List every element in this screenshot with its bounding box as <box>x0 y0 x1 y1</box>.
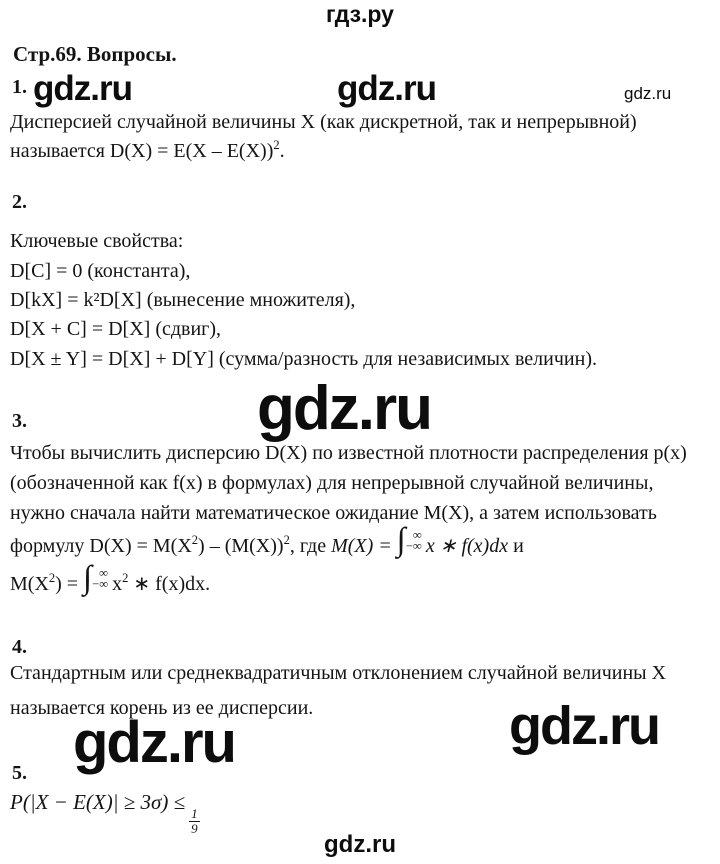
formula-text: формулу D(X) = M(X <box>10 535 192 557</box>
answer-2-property: D[X + C] = D[X] (сдвиг), <box>10 318 222 340</box>
answer-3-line-2: (обозначенной как f(x) в формулах) для непрерывной случайной величины, <box>10 472 654 494</box>
answer-1-line-1: Дисперсией случайной величины X (как дискретной, так и непрерывной) <box>10 111 637 133</box>
integral <box>396 522 426 558</box>
fraction-denominator: 9 <box>191 821 198 837</box>
superscript-2: 2 <box>191 533 199 547</box>
math-expression: P(|X − E(X)| ≥ 3σ) ≤ <box>10 790 186 814</box>
answer-1-line-2 <box>10 138 285 164</box>
answer-3-formula-line-2 <box>10 560 211 597</box>
formula-period: . <box>279 140 285 162</box>
integral-sign: ∫ <box>396 522 406 558</box>
superscript-2: 2 <box>273 138 280 152</box>
fraction <box>189 807 200 836</box>
question-5-number: 5. <box>12 762 27 784</box>
gdz-watermark-large: gdz.ru <box>73 710 235 775</box>
integral-lower-limit: −∞ <box>92 577 109 591</box>
integral-sign: ∫ <box>83 560 93 596</box>
math-expression: x ∗ f(x)dx <box>425 535 509 557</box>
answer-2-property: D[X ± Y] = D[X] + D[Y] (сумма/разность для независимых величин). <box>10 348 597 370</box>
question-1-number: 1. <box>12 76 27 98</box>
answer-3-formula-line-1 <box>10 522 524 559</box>
question-3-number: 3. <box>12 410 27 432</box>
integral-limits <box>406 530 422 552</box>
formula-text: M(X <box>10 573 49 595</box>
integral-limits <box>92 568 108 590</box>
gdz-watermark-small: gdz.ru <box>624 84 672 103</box>
fraction-numerator: 1 <box>191 806 198 821</box>
answer-4-line-1: Стандартным или среднеквадратичным отклонением случайной величины X <box>10 662 667 684</box>
formula-text: и <box>508 535 524 557</box>
formula-text: ) – (M(X)) <box>198 535 284 557</box>
superscript-2: 2 <box>122 571 129 585</box>
site-logo: гдз.ру <box>326 1 394 27</box>
gdz-watermark-large: gdz.ru <box>509 696 659 756</box>
gdz-watermark-large: gdz.ru <box>257 374 431 443</box>
formula-text: ∗ f(x)dx. <box>128 573 211 595</box>
math-expression: M(X) = <box>331 535 397 557</box>
answer-5-formula <box>10 789 200 836</box>
formula-text: , где <box>289 535 332 557</box>
integral-upper-limit: ∞ <box>99 566 109 580</box>
integral-upper-limit: ∞ <box>412 528 422 542</box>
answer-3-line-1: Чтобы вычислить дисперсию D(X) по известной плотности распределения p(x) <box>10 442 687 464</box>
answer-3-line-3: нужно сначала найти математическое ожидание M(X), а затем использовать <box>10 502 657 524</box>
answer-2-property: D[C] = 0 (константа), <box>10 260 191 282</box>
formula-text: x <box>112 573 123 595</box>
superscript-2: 2 <box>283 533 290 547</box>
answer-2-intro: Ключевые свойства: <box>10 230 184 252</box>
formula-text: называется D(X) = E(X – E(X)) <box>10 140 274 162</box>
page-heading: Стр.69. Вопросы. <box>13 42 177 66</box>
gdz-watermark: gdz.ru <box>33 69 132 108</box>
gdz-watermark: gdz.ru <box>337 69 436 108</box>
question-4-number: 4. <box>12 636 27 658</box>
question-2-number: 2. <box>12 191 27 213</box>
footer-logo: gdz.ru <box>324 831 396 858</box>
integral <box>83 560 112 596</box>
formula-text: ) = <box>55 573 84 595</box>
answer-2-property: D[kX] = k²D[X] (вынесение множителя), <box>10 289 356 311</box>
answer-4-line-2: называется корень из ее дисперсии. <box>10 697 314 719</box>
superscript-2: 2 <box>48 571 56 585</box>
integral-lower-limit: −∞ <box>405 539 422 553</box>
